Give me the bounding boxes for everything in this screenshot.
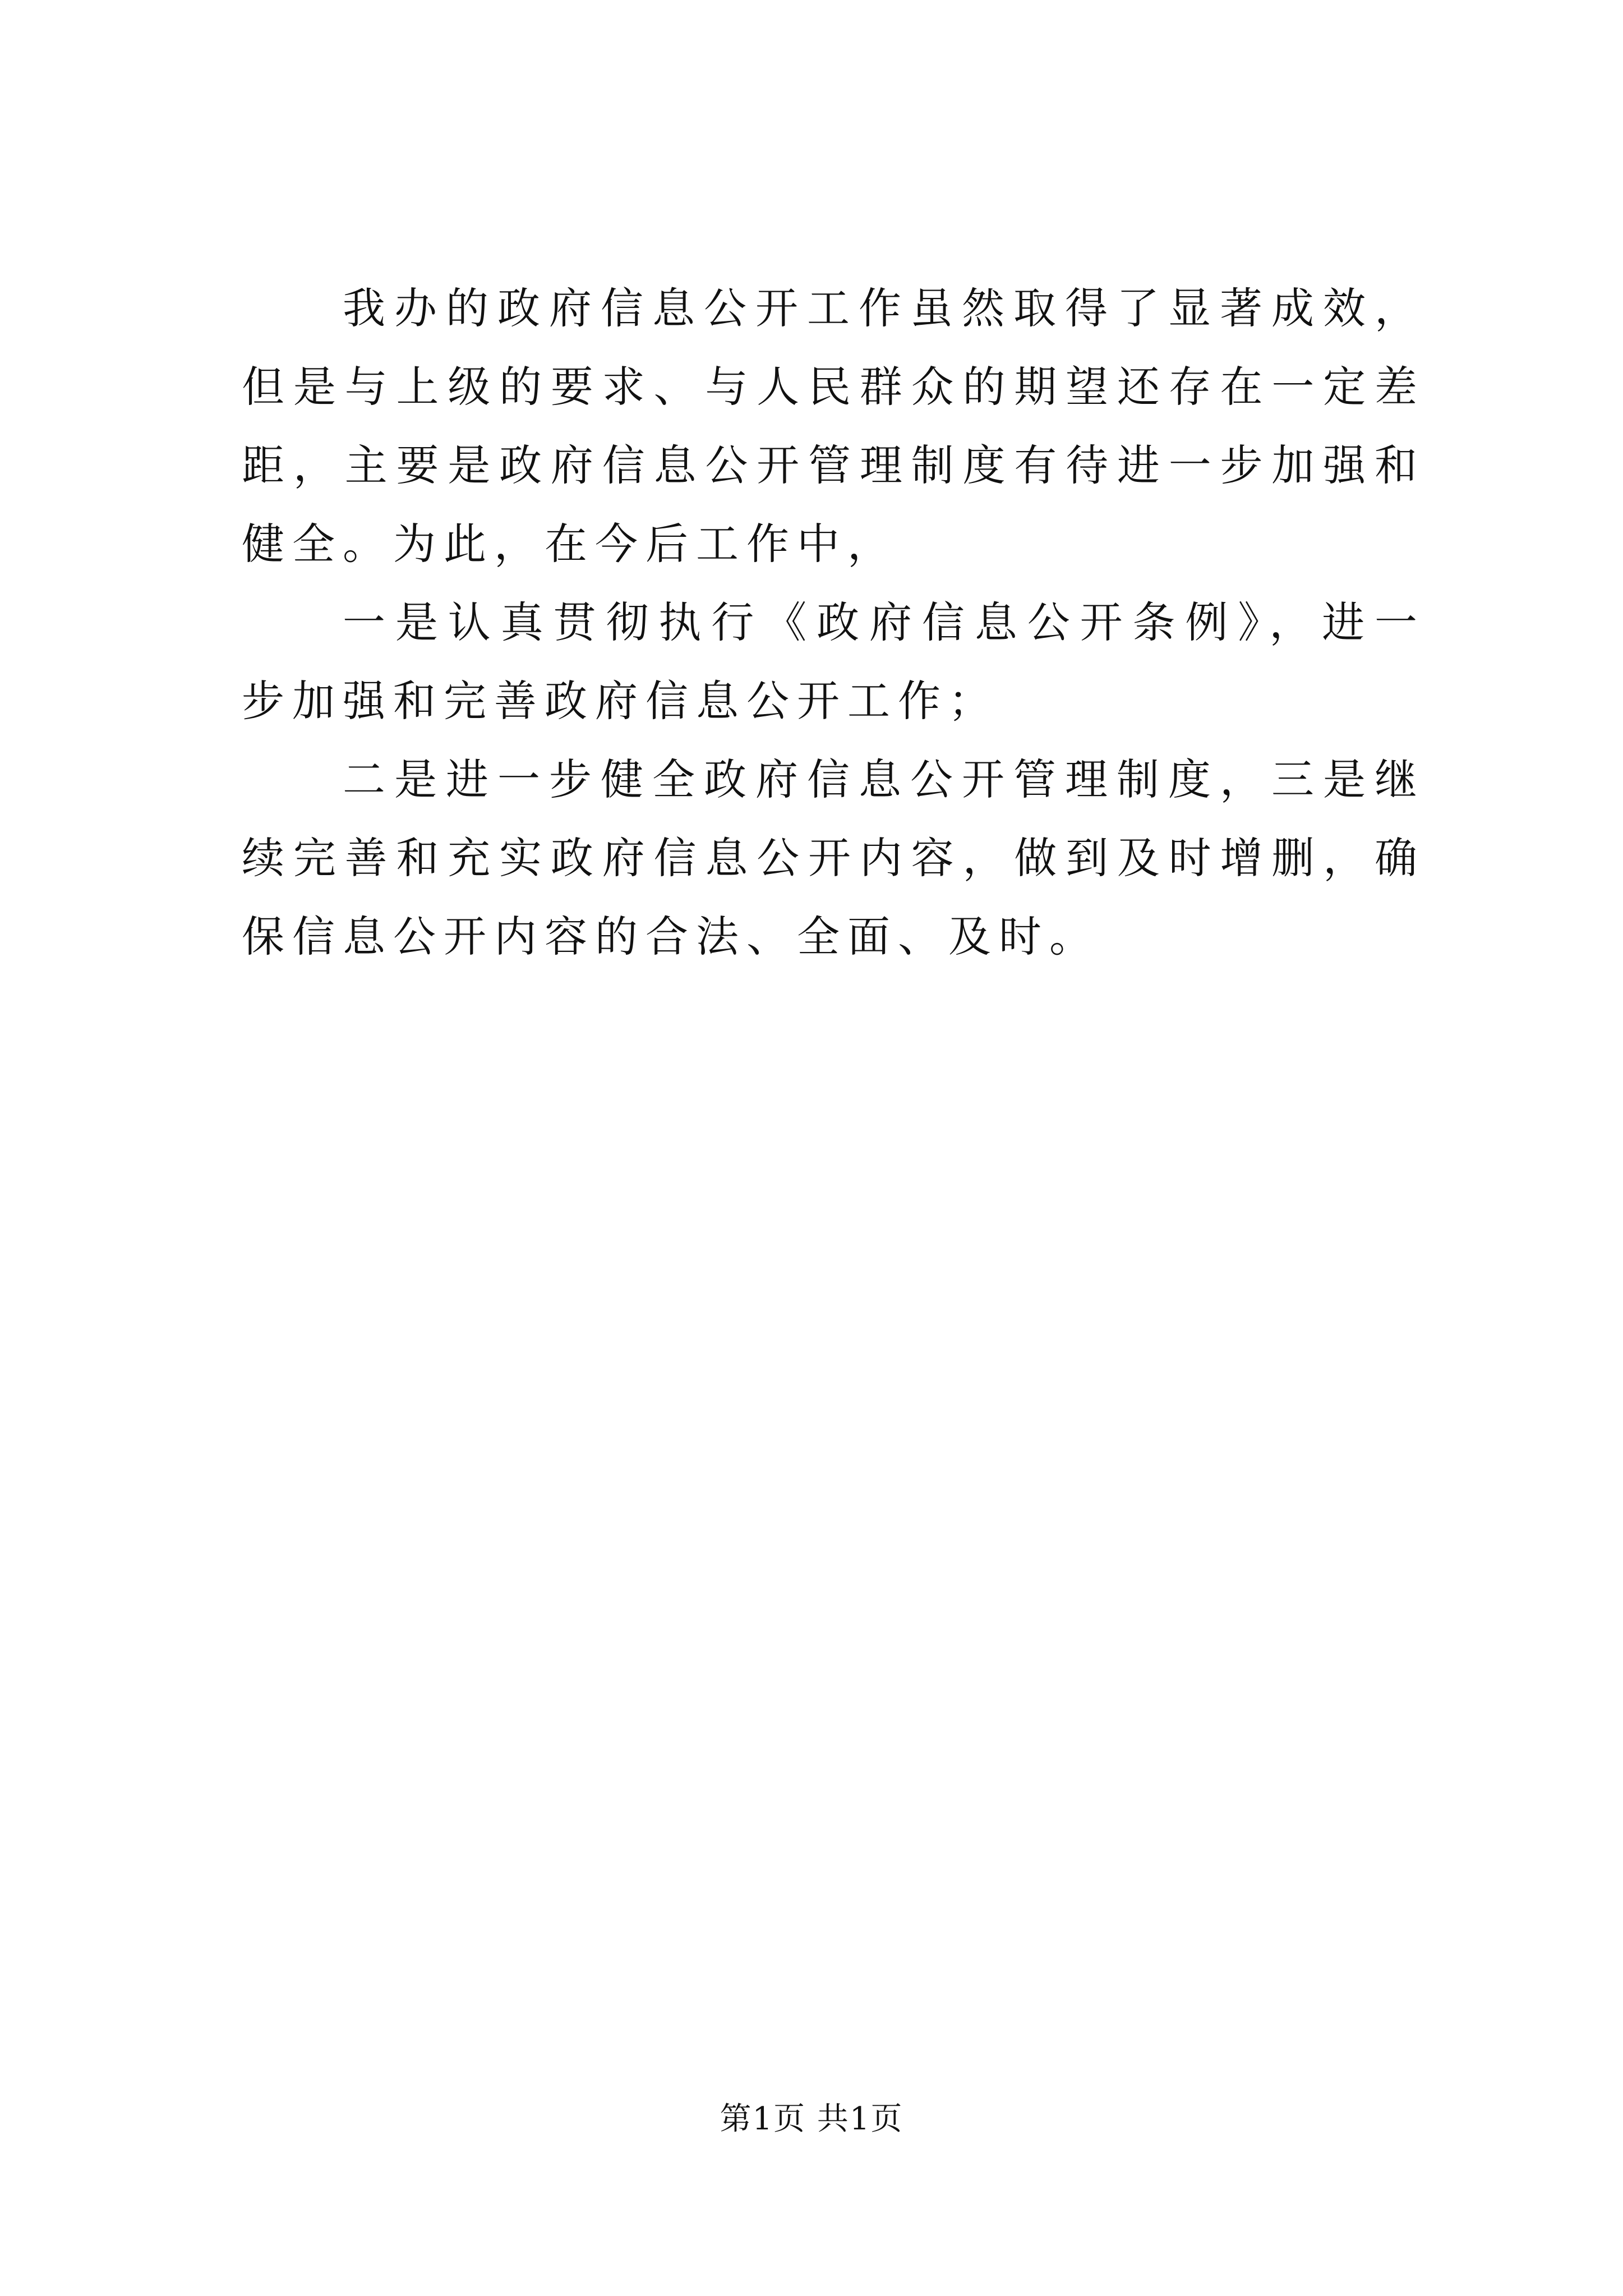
page-footer: 第1页 共1页 [720,2101,903,2137]
paragraph-point-two-three: 二是进一步健全政府信息公开管理制度，三是继续完善和充实政府信息公开内容，做到及时增删，确保信息公开内容的合法、全面、及时。 [242,754,1425,961]
paragraph-intro: 我办的政府信息公开工作虽然取得了显著成效，但是与上级的要求、与人民群众的期望还存在一定差距，主要是政府信息公开管理制度有待进一步加强和健全。为此，在今后工作中， [242,283,1425,569]
document-body [242,269,1425,976]
paragraph-point-one: 一是认真贯彻执行《政府信息公开条例》，进一步加强和完善政府信息公开工作； [242,597,1425,726]
